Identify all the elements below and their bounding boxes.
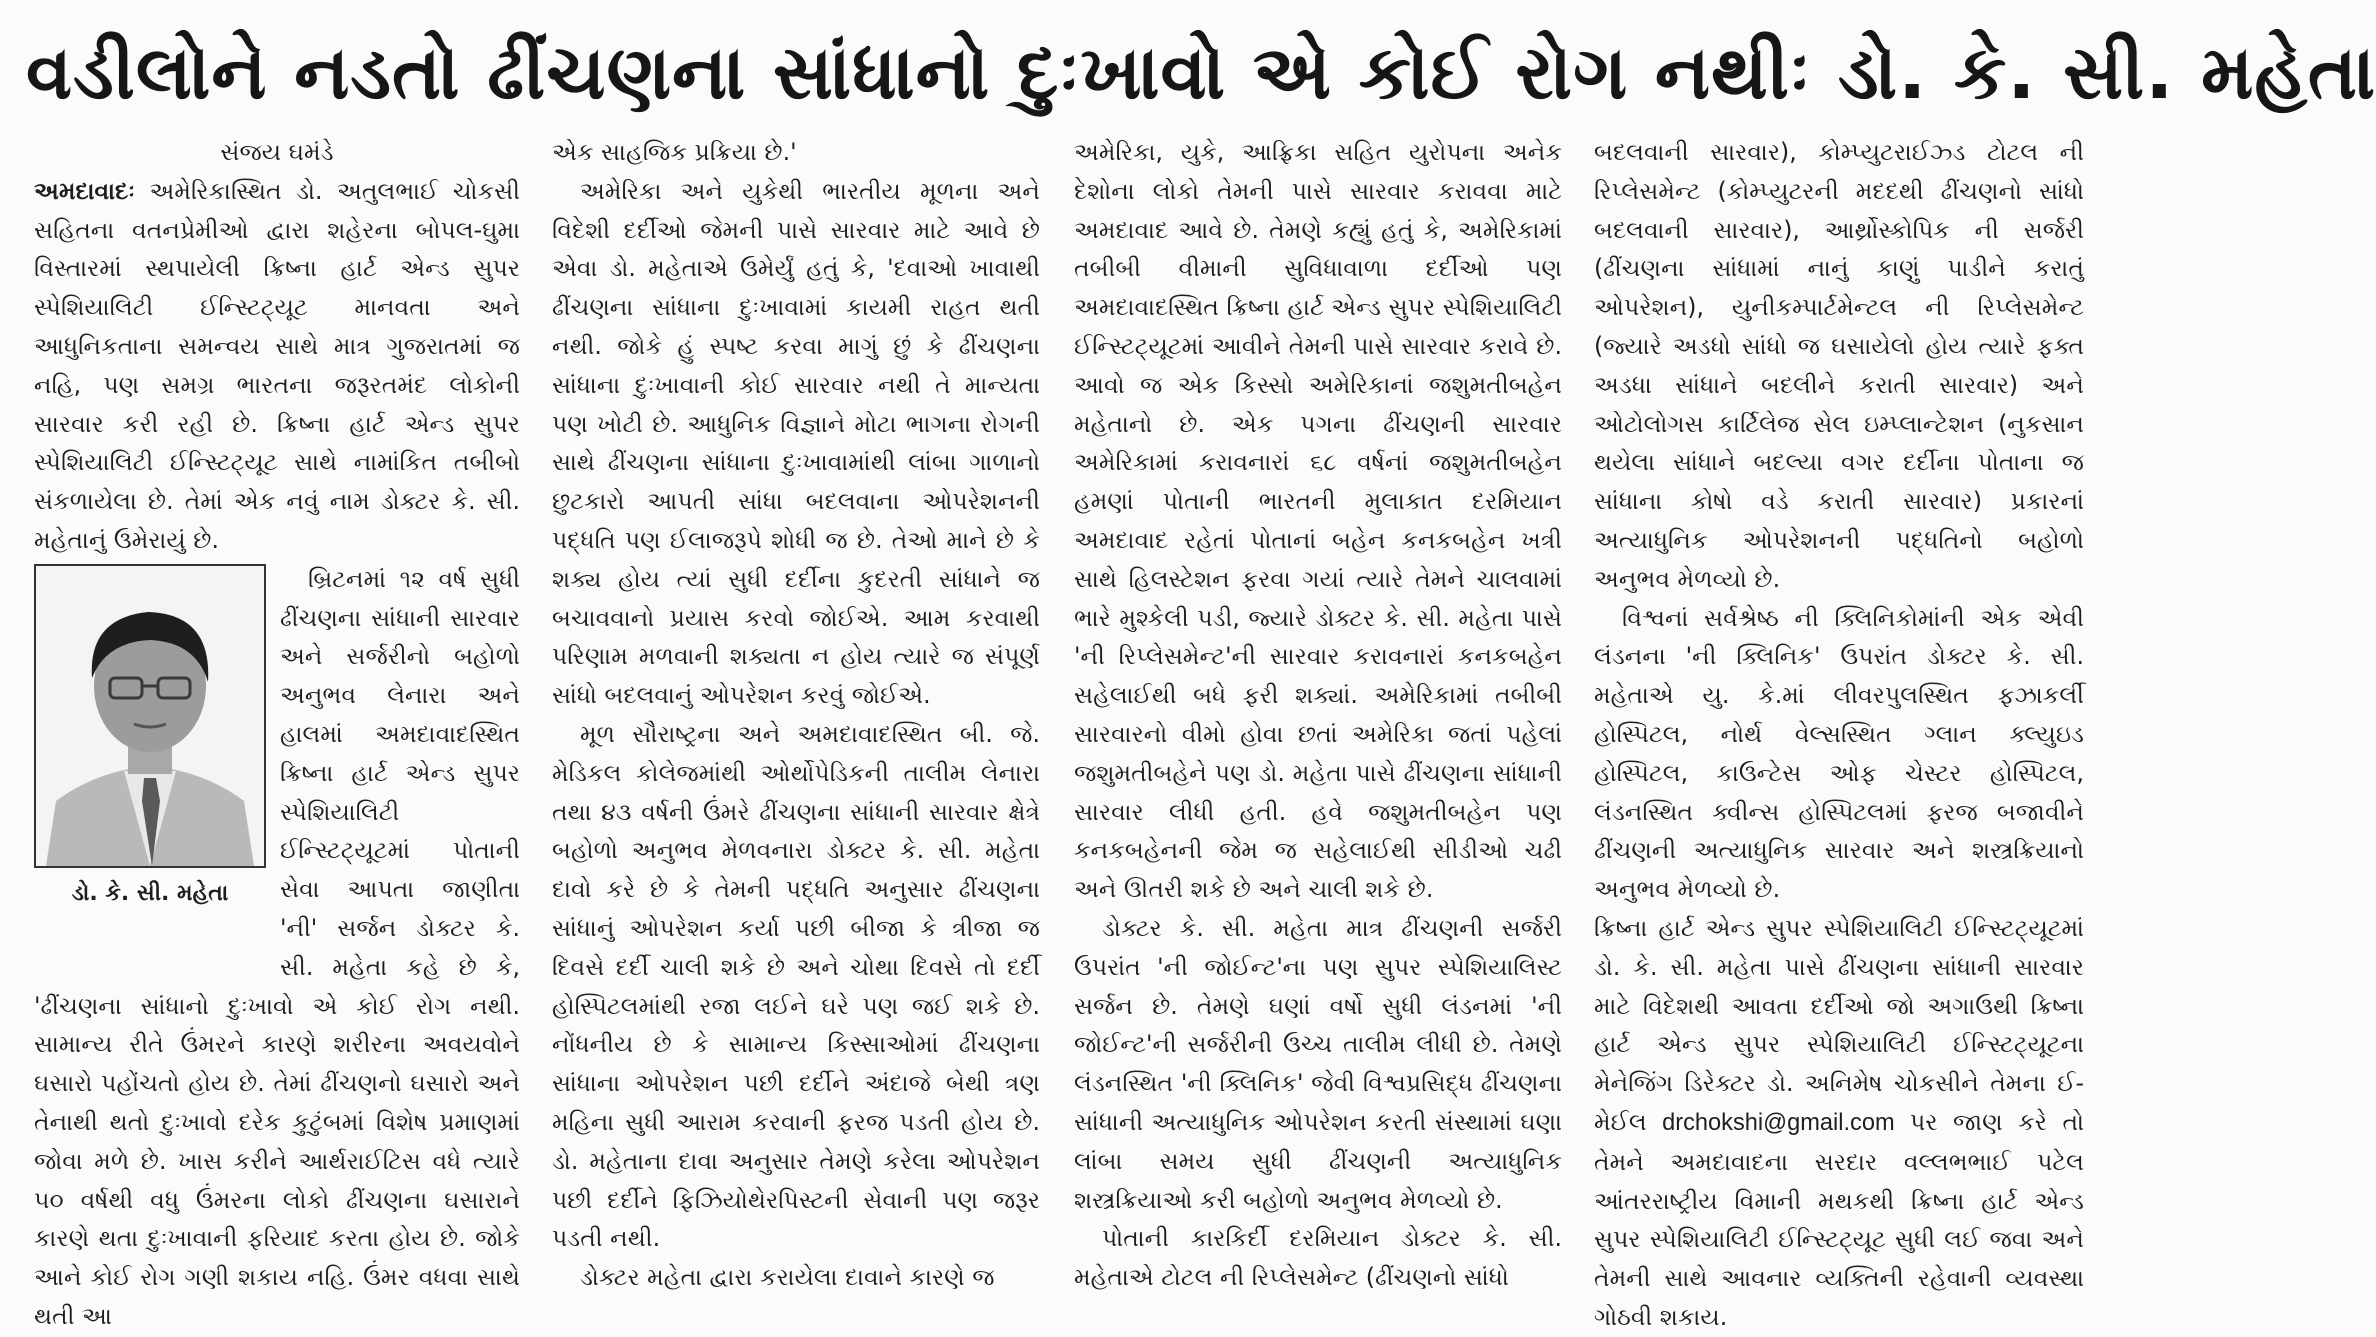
dateline: અમદાવાદઃ [34,176,135,205]
paragraph: ડોક્ટર કે. સી. મહેતા માત્ર ઢીંચણની સર્જરી ઉપરાંત 'ની જોઈન્ટ'ના પણ સુપર સ્પેશિયાલિસ્ટ સર્જન છે. તેમણે ઘણાં વર્ષો સુધી લંડનમાં 'ની જોઈન્ટ'ની સર્જરીની ઉચ્ચ તાલીમ લીધી છે. તેમણે લંડનસ્થિત 'ની ક્લિનિક' જેવી વિશ્વપ્રસિદ્ધ ઢીંચણના સાંધાની અત્યાધુનિક ઓપરેશન કરતી સંસ્થામાં ઘણા લાંબા સમય સુધી ઢીંચણની અત્યાધુનિક શસ્ત્રક્રિયાઓ કરી બહોળો અનુભવ મેળવ્યો છે. [1074,913,1562,1214]
paragraph: પોતાની કારકિર્દી દરમિયાન ડોક્ટર કે. સી. મહેતાએ ટોટલ ની રિપ્લેસમેન્ટ (ઢીંચણનો સાંધો [1074,1224,1562,1292]
paragraph-text: અમેરિકાસ્થિત ડો. અતુલભાઈ ચોકસી સહિતના વતનપ્રેમીઓ દ્વારા શહેરના બોપલ-ઘુમા વિસ્તારમાં સ્થપાયેલી ક્રિષ્ના હાર્ટ એન્ડ સુપર સ્પેશિયાલિટી ઈન્સ્ટિટ્યૂટ માનવતા અને આધુનિકતાના સમન્વય સાથે માત્ર ગુજરાતમાં જ નહિ, પણ સમગ્ર ભારતના જરૂરતમંદ લોકોની સારવાર કરી રહી છે. ક્રિષ્ના હાર્ટ એન્ડ સુપર સ્પેશિયાલિટી ઈન્સ્ટિટ્યૂટ સાથે નામાંકિત તબીબો સંકળાયેલા છે. તેમાં એક નવું નામ ડોક્ટર કે. સી. મહેતાનું ઉમેરાયું છે. [34,176,520,554]
paragraph-text: ક્રિષ્ના હાર્ટ એન્ડ સુપર સ્પેશિયાલિટી ઈન્સ્ટિટ્યૂટમાં ડો. કે. સી. મહેતા પાસે ઢીંચણના સાંધાની સારવાર માટે વિદેશથી આવતા દર્દીઓ જો અગાઉથી ક્રિષ્ના હાર્ટ એન્ડ સુપર સ્પેશિયાલિટી ઈન્સ્ટિટ્યૂટના મેનેજિંગ ડિરેક્ટર ડો. અનિમેષ ચોકસીને તેમના ઈ-મેઈલ [1594,913,2084,1136]
paragraph [1594,909,2084,1337]
photo-caption: ડો. કે. સી. મહેતા [71,880,229,906]
paragraph: અમેરિકા અને યુકેથી ભારતીય મૂળના અને વિદેશી દર્દીઓ જેમની પાસે સારવાર માટે આવે છે એવા ડો. મહેતાએ ઉમેર્યું હતું કે, 'દવાઓ ખાવાથી ઢીંચણના સાંધાના દુઃખાવામાં કાયમી રાહત થતી નથી. જોકે હું સ્પષ્ટ કરવા માગું છું કે ઢીંચણના સાંધાના દુઃખાવાની કોઈ સારવાર નથી તે માન્યતા પણ ખોટી છે. આધુનિક વિજ્ઞાને મોટા ભાગના રોગની સાથે ઢીંચણના સાંધાના દુઃખાવામાંથી લાંબા ગાળાનો છુટકારો આપતી સાંધા બદલવાના ઓપરેશનની પદ્ધતિ પણ ઈલાજરૂપે શોધી જ છે. તેઓ માને છે કે શક્ય હોય ત્યાં સુધી દર્દીના કુદરતી સાંધાને જ બચાવવાનો પ્રયાસ કરવો જોઈએ. આમ કરવાથી પરિણામ મળવાની શક્યતા ન હોય ત્યારે જ સંપૂર્ણ સાંધો બદલવાનું ઓપરેશન કરવું જોઈએ. [552,176,1040,710]
headline: વડીલોને નડતો ઢીંચણના સાંધાનો દુઃખાવો એ કોઈ રોગ નથીઃ ડો. કે. સી. મહેતા [26,30,2376,116]
portrait-image [34,564,266,868]
column-1 [34,133,520,1330]
paragraph: વિશ્વનાં સર્વશ્રેષ્ઠ ની ક્લિનિકોમાંની એક એવી લંડનના 'ની ક્લિનિક' ઉપરાંત ડોક્ટર કે. સી. મહેતાએ યુ. કે.માં લીવરપુલસ્થિત ફઝાકર્લી હોસ્પિટલ, નોર્થ વેલ્સસ્થિત ગ્લાન ક્લ્યુઇડ હોસ્પિટલ, કાઉન્ટેસ ઓફ ચેસ્ટર હોસ્પિટલ, લંડનસ્થિત ક્વીન્સ હોસ્પિટલમાં ફરજ બજાવીને ઢીંચણની અત્યાધુનિક સારવાર અને શસ્ત્રક્રિયાનો અનુભવ મેળવ્યો છે. [1594,603,2084,904]
paragraph-text: પર જાણ કરે તો તેમને અમદાવાદના સરદાર વલ્લભભાઈ પટેલ આંતરરાષ્ટ્રીય વિમાની મથકથી ક્રિષ્ના હાર્ટ એન્ડ સુપર સ્પેશિયાલિટી ઈન્સ્ટિટ્યૂટ સુધી લઈ જવા અને તેમની સાથે આવનાર વ્યક્તિની રહેવાની વ્યવસ્થા ગોઠવી શકાય. [1594,1107,2084,1331]
paragraph: બદલવાની સારવાર), કોમ્પ્યુટરાઈઝ્ડ ટોટલ ની રિપ્લેસમેન્ટ (કોમ્પ્યુટરની મદદથી ઢીંચણનો સાંધો બદલવાની સારવાર), આર્થ્રોસ્કોપિક ની સર્જરી (ઢીંચણના સાંધામાં નાનું કાણું પાડીને કરાતું ઓપરેશન), યુનીકમ્પાર્ટમેન્ટલ ની રિપ્લેસમેન્ટ (જ્યારે અડધો સાંધો જ ઘસાયેલો હોય ત્યારે ફક્ત અડધા સાંધાને બદલીને કરાતી સારવાર) અને ઓટોલોગસ કાર્ટિલેજ સેલ ઇમ્પ્લાન્ટેશન (નુકસાન થયેલા સાંધાને બદલ્યા વગર દર્દીના પોતાના જ સાંધાના કોષો વડે કરાતી સારવાર) પ્રકારનાં અત્યાધુનિક ઓપરેશનની પદ્ધતિનો બહોળો અનુભવ મેળવ્યો છે. [1594,138,2084,593]
paragraph: અમેરિકા, યુકે, આફ્રિકા સહિત યુરોપના અનેક દેશોના લોકો તેમની પાસે સારવાર કરાવવા માટે અમદાવાદ આવે છે. તેમણે કહ્યું હતું કે, અમેરિકામાં તબીબી વીમાની સુવિધાવાળા દર્દીઓ પણ અમદાવાદસ્થિત ક્રિષ્ના હાર્ટ એન્ડ સુપર સ્પેશિયાલિટી ઈન્સ્ટિટ્યૂટમાં આવીને તેમની પાસે સારવાર કરાવે છે. આવો જ એક કિસ્સો અમેરિકાનાં જશુમતીબહેન મહેતાનો છે. એક પગના ઢીંચણની સારવાર અમેરિકામાં કરાવનારાં ૬૮ વર્ષનાં જશુમતીબહેન હમણાં પોતાની ભારતની મુલાકાત દરમિયાન અમદાવાદ રહેતાં પોતાનાં બહેન કનકબહેન ખત્રી સાથે હિલસ્ટેશન ફરવા ગયાં ત્યારે તેમને ચાલવામાં ભારે મુશ્કેલી પડી, જ્યારે ડોક્ટર કે. સી. મહેતા પાસે 'ની રિપ્લેસમેન્ટ'ની સારવાર કરાવનારાં કનકબહેન સહેલાઈથી બધે ફરી શક્યાં. અમેરિકામાં તબીબી સારવારનો વીમો હોવા છતાં અમેરિકા જતાં પહેલાં જશુમતીબહેને પણ ડો. મહેતા પાસે ઢીંચણના સાંધાની સારવાર લીધી હતી. હવે જશુમતીબહેન પણ કનકબહેનની જેમ જ સહેલાઈથી સીડીઓ ચઢી અને ઊતરી શકે છે અને ચાલી શકે છે. [1074,138,1562,904]
author-photo [34,564,266,944]
paragraph [34,172,520,560]
column-2 [552,133,1040,1292]
byline: સંજય ઘમંડે [220,138,334,166]
email-link[interactable]: drchokshi@gmail.com [1662,1109,1895,1136]
portrait-illustration-icon [36,566,264,866]
column-3 [1074,133,1562,1292]
column-4 [1594,133,2084,1331]
paragraph: બ્રિટનમાં ૧૨ વર્ષ સુધી ઢીંચણના સાંધાની સારવાર અને સર્જરીનો બહોળો અનુભવ લેનારા અને હાલમાં અમદાવાદસ્થિત ક્રિષ્ના હાર્ટ એન્ડ સુપર સ્પેશિયાલિટી ઈન્સ્ટિટ્યૂટમાં પોતાની સેવા આપતા જાણીતા 'ની' સર્જન ડોક્ટર કે. સી. મહેતા કહે છે કે, 'ઢીંચણના સાંધાનો દુઃખાવો એ કોઈ રોગ નથી. સામાન્ય રીતે ઉંમરને કારણે શરીરના અવયવોને ઘસારો પહોંચતો હોય છે. તેમાં ઢીંચણનો ઘસારો અને તેનાથી થતો દુઃખાવો દરેક કુટુંબમાં વિશેષ પ્રમાણમાં જોવા મળે છે. ખાસ કરીને આર્થરાઈટિસ વધે ત્યારે ૫૦ વર્ષથી વધુ ઉંમરના લોકો ઢીંચણના ઘસારાને કારણે થતા દુઃખાવાની ફરિયાદ કરતા હોય છે. જોકે આને કોઈ રોગ ગણી શકાય નહિ. ઉંમર વધવા સાથે થતી આ [34,564,520,1330]
paragraph: મૂળ સૌરાષ્ટ્રના અને અમદાવાદસ્થિત બી. જે. મેડિકલ કોલેજમાંથી ઓર્થોપેડિકની તાલીમ લેનારા તથા ૪૩ વર્ષની ઉંમરે ઢીંચણના સાંધાની સારવાર ક્ષેત્રે બહોળો અનુભવ મેળવનારા ડોક્ટર કે. સી. મહેતા દાવો કરે છે કે તેમની પદ્ધતિ અનુસાર ઢીંચણના સાંધાનું ઓપરેશન કર્યા પછી બીજા કે ત્રીજા જ દિવસે દર્દી ચાલી શકે છે અને ચોથા દિવસે તો દર્દી હોસ્પિટલમાંથી રજા લઈને ઘરે પણ જઈ શકે છે. નોંધનીય છે કે સામાન્ય કિસ્સાઓમાં ઢીંચણના સાંધાના ઓપરેશન પછી દર્દીને અંદાજે બેથી ત્રણ મહિના સુધી આરામ કરવાની ફરજ પડતી હોય છે. ડો. મહેતાના દાવા અનુસાર તેમણે કરેલા ઓપરેશન પછી દર્દીને ફિઝિયોથેરપિસ્ટની સેવાની પણ જરૂર પડતી નથી. [552,719,1040,1253]
paragraph: એક સાહજિક પ્રક્રિયા છે.' [552,138,797,166]
paragraph: ડોક્ટર મહેતા દ્વારા કરાયેલા દાવાને કારણે જ [580,1263,995,1292]
